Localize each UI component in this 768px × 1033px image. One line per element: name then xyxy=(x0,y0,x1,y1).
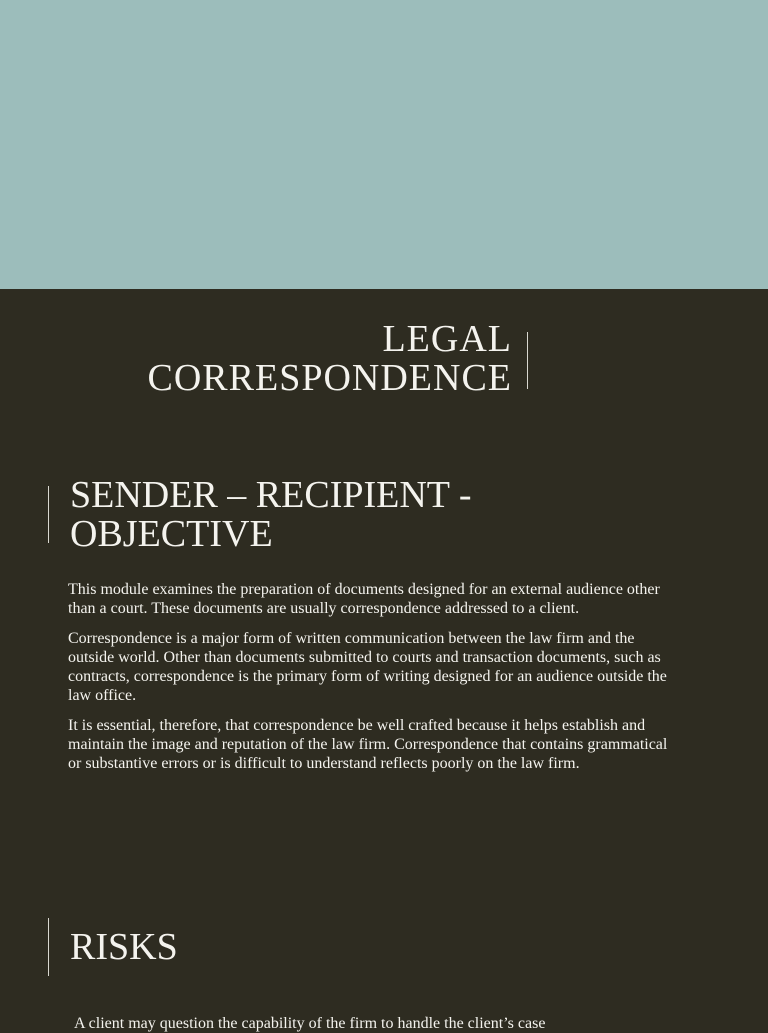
slide-title xyxy=(32,320,512,398)
risks-partial-text: A client may question the capability of the firm to handle the client’s case xyxy=(74,1015,546,1032)
paragraph: Correspondence is a major form of written communication between the law firm and the outside world. Other than documents submitted to courts and transaction documents, such as contracts, correspondence is the primary form of writing designed for an audience outside the law office. xyxy=(68,630,667,704)
section-divider-rule xyxy=(48,486,49,543)
title-divider-rule xyxy=(527,332,528,389)
section-heading-objective xyxy=(70,476,540,554)
objective-body-text xyxy=(68,580,680,784)
section-heading-risks: RISKS xyxy=(70,926,178,968)
slide-title-line-1: LEGAL xyxy=(382,318,512,360)
section-heading-line-1: SENDER – RECIPIENT - xyxy=(70,474,472,516)
section-heading-line-2: OBJECTIVE xyxy=(70,513,273,555)
paragraph: It is essential, therefore, that correspondence be well crafted because it helps establish and maintain the image and reputation of the law firm. Correspondence that contains grammatical or substantive errors or is difficult to understand reflects poorly on the law firm. xyxy=(68,717,668,772)
paragraph: This module examines the preparation of documents designed for an external audience other than a court. These documents are usually correspondence addressed to a client. xyxy=(68,581,660,617)
section-divider-rule xyxy=(48,918,49,976)
top-color-band xyxy=(0,0,768,289)
slide-title-line-2: CORRESPONDENCE xyxy=(147,357,512,399)
